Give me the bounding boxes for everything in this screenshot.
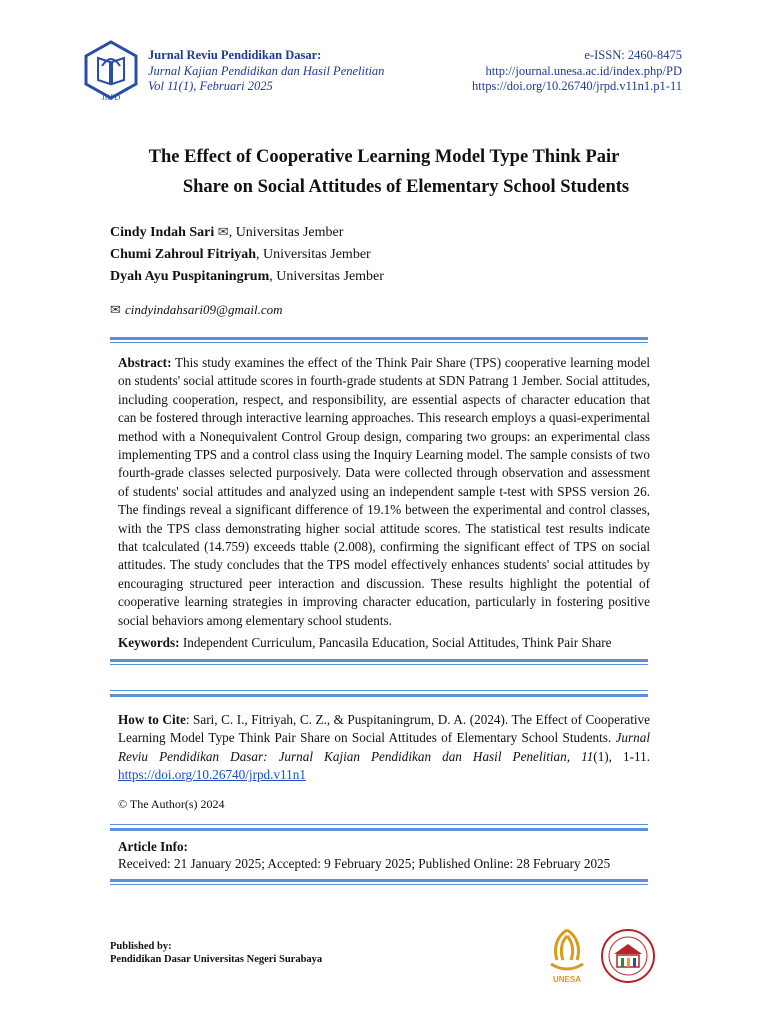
abstract-label: Abstract: bbox=[118, 355, 172, 370]
eissn: e-ISSN: 2460-8475 bbox=[584, 48, 682, 62]
divider bbox=[110, 690, 648, 691]
cite-label: How to Cite bbox=[118, 712, 186, 727]
author-affiliation: , Universitas Jember bbox=[256, 247, 371, 262]
journal-name: Jurnal Reviu Pendidikan Dasar: bbox=[148, 48, 322, 62]
article-info-label: Article Info: bbox=[118, 839, 188, 854]
cite-text: : Sari, C. I., Fitriyah, C. Z., & Puspitaningrum, D. A. (2024). The Effect of Cooperative Learning Model Type Think Pair Share on Social Attitudes of Elementary School Students. bbox=[118, 712, 650, 746]
unesa-logo bbox=[543, 926, 591, 984]
journal-volume: Vol 11(1), Februari 2025 bbox=[148, 79, 273, 93]
divider bbox=[110, 694, 648, 697]
journal-logo bbox=[80, 40, 142, 102]
divider bbox=[110, 337, 648, 340]
journal-subtitle: Jurnal Kajian Pendidikan dan Hasil Penelitian bbox=[148, 63, 385, 78]
copyright: © The Author(s) 2024 bbox=[118, 797, 225, 811]
keywords bbox=[118, 634, 650, 652]
publisher bbox=[110, 940, 322, 966]
keywords-label: Keywords: bbox=[118, 635, 180, 650]
divider bbox=[110, 342, 648, 343]
author-name: Dyah Ayu Puspitaningrum bbox=[110, 269, 270, 284]
how-to-cite bbox=[118, 711, 650, 785]
abstract bbox=[118, 354, 650, 630]
title-line-1: The Effect of Cooperative Learning Model Type Think Pair bbox=[148, 147, 620, 167]
article-dates: Received: 21 January 2025; Accepted: 9 February 2025; Published Online: 28 February 2025 bbox=[118, 856, 611, 871]
author-row bbox=[110, 266, 384, 288]
publisher-name: Pendidikan Dasar Universitas Negeri Surabaya bbox=[110, 954, 323, 965]
author-row bbox=[110, 222, 384, 244]
title-line-2: Share on Social Attitudes of Elementary School Students bbox=[182, 177, 630, 197]
corresponding-email bbox=[110, 302, 283, 318]
divider bbox=[110, 664, 648, 665]
author-list bbox=[110, 222, 384, 288]
author-name: Chumi Zahroul Fitriyah bbox=[110, 247, 256, 262]
divider bbox=[110, 659, 648, 662]
keywords-text: Independent Curriculum, Pancasila Education, Social Attitudes, Think Pair Share bbox=[179, 635, 612, 650]
author-row bbox=[110, 244, 384, 266]
divider bbox=[110, 824, 648, 825]
abstract-text: This study examines the effect of the Think Pair Share (TPS) cooperative learning model on students' social attitude scores in fourth-grade students at SDN Patrang 1 Jember. Social attitudes, including cooperation, respect, and responsibility, are essential aspects of character education that can be fostered through interactive learning approaches. This research employs a quasi-experimental method with a Nonequivalent Control Group design, comparing two groups: an experimental class implementing TPS and a control class using the Inquiry Learning model. The sample consists of two fourth-grade classes selected purposively. Data were collected through observation and assessment of students' social attitudes and analyzed using an independent sample t-test with SPSS version 26. The findings reveal a significant difference of 19.1% between the experimental and control classes, with the TPS class demonstrating higher social attitude scores. The statistical test results indicate that tcalculated (14.759) exceeds ttable (2.008), confirming the significant effect of TPS on social attitudes. The study concludes that the TPS model effectively enhances students' social attitudes by encouraging structured peer interaction and discussion. These results highlight the potential of cooperative learning strategies in improving character education, particularly in fostering positive social behaviors among elementary school students. bbox=[118, 355, 650, 628]
article-title bbox=[0, 142, 768, 202]
divider bbox=[110, 828, 648, 831]
author-name: Cindy Indah Sari bbox=[110, 225, 215, 240]
journal-logo-text: JRPD bbox=[101, 93, 121, 102]
unesa-logo-text: UNESA bbox=[552, 975, 582, 984]
mail-envelope-icon: ✉ bbox=[110, 303, 126, 318]
divider bbox=[110, 879, 648, 882]
email-address[interactable]: cindyindahsari09@gmail.com bbox=[125, 302, 283, 317]
journal-header bbox=[148, 48, 384, 95]
cite-issue: (1), 1-11. bbox=[593, 748, 650, 764]
cite-doi-link[interactable]: https://doi.org/10.26740/jrpd.v11n1 bbox=[118, 767, 306, 783]
journal-url[interactable]: http://journal.unesa.ac.id/index.php/PD bbox=[485, 63, 682, 78]
publisher-label: Published by: bbox=[110, 941, 172, 952]
author-affiliation: , Universitas Jember bbox=[228, 225, 344, 240]
cite-journal: Jurnal Reviu Pendidikan Dasar: Jurnal Kajian Pendidikan dan Hasil Penelitian, 11 bbox=[118, 730, 650, 764]
mail-envelope-icon[interactable]: ✉ bbox=[217, 225, 229, 240]
divider bbox=[110, 884, 648, 885]
journal-meta bbox=[472, 48, 682, 95]
pgsd-logo bbox=[600, 928, 656, 984]
author-affiliation: , Universitas Jember bbox=[269, 269, 384, 284]
article-info bbox=[118, 838, 610, 872]
journal-doi[interactable]: https://doi.org/10.26740/jrpd.v11n1.p1-11 bbox=[472, 79, 682, 93]
